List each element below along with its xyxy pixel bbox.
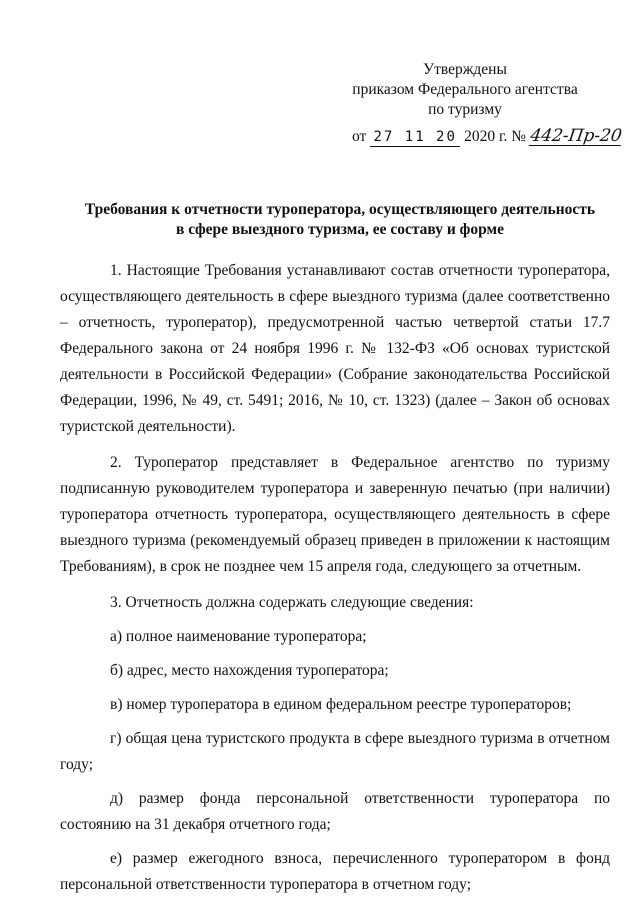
title-line-1: Требования к отчетности туроператора, осуществляющего деятельность: [84, 201, 596, 218]
approval-line-approved: Утверждены: [423, 61, 507, 78]
document-title: [60, 200, 620, 240]
year-text: 2020 г. №: [464, 128, 527, 145]
list-item-a: а) полное наименование туроператора;: [110, 628, 367, 645]
list-item-e: е) размер ежегодного взноса, перечисленного туроператором в фонд персональной ответственности туроператора в отчетном году;: [60, 850, 610, 893]
paragraph-1: 1. Настоящие Требования устанавливают состав отчетности туроператора, осуществляющего деятельность в сфере выездного туризма (далее соответственно – отчетность, туроператор), предусмотренной частью четвертой статьи 17.7 Федерального закона от 24 ноября 1996 г. № 132-ФЗ «Об основах туристской деятельности в Российской Федерации» (Собрание законодательства Российской Федерации, 1996, № 49, ст. 5491; 2016, № 10, ст. 1323) (далее – Закон об основах туристской деятельности).: [60, 262, 610, 435]
title-line-2: в сфере выездного туризма, ее составу и форме: [176, 221, 504, 238]
list-item-d: д) размер фонда персональной ответственности туроператора по состоянию на 31 декабря отчетного года;: [60, 790, 610, 833]
document-body: [60, 258, 610, 906]
paragraph-3: 3. Отчетность должна содержать следующие сведения:: [110, 594, 474, 611]
approval-block: [340, 60, 590, 120]
handwritten-date: 27 11 20: [370, 128, 460, 147]
list-item-g: г) общая цена туристского продукта в сфере выездного туризма в отчетном году;: [60, 730, 610, 773]
paragraph-2: 2. Туроператор представляет в Федеральное агентство по туризму подписанную руководителем туроператора и заверенную печатью (при наличии) туроператора отчетность туроператора, осуществляющего деятельность в сфере выездного туризма (рекомендуемый образец приведен в приложении к настоящим Требованиям), в срок не позднее чем 15 апреля года, следующего за отчетным.: [60, 454, 610, 575]
date-prefix: от: [352, 128, 367, 145]
list-item-v: в) номер туроператора в едином федеральном реестре туроператоров;: [110, 696, 572, 713]
list-item-b: б) адрес, место нахождения туроператора;: [110, 662, 389, 679]
handwritten-order-number: 442-Пр-20: [529, 126, 624, 146]
approval-line-agency: по туризму: [428, 101, 502, 118]
approval-line-order: приказом Федерального агентства: [352, 81, 578, 98]
approval-date-line: [352, 126, 624, 148]
